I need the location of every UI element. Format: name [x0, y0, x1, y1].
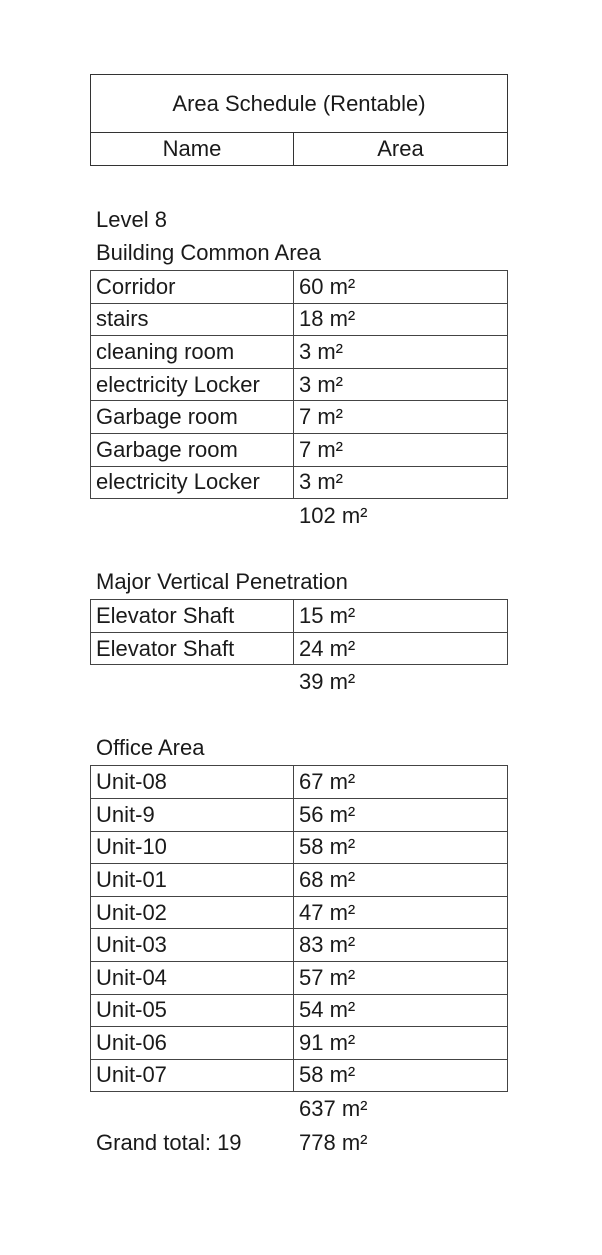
cell-area: 18 m²	[294, 303, 508, 336]
group-subtotal: 39 m²	[299, 669, 356, 695]
table-row	[91, 961, 508, 994]
table-row	[91, 1027, 508, 1060]
table-row	[91, 433, 508, 466]
schedule-title: Area Schedule (Rentable)	[90, 74, 508, 133]
cell-area: 47 m²	[294, 896, 508, 929]
table-row	[91, 401, 508, 434]
table-row	[91, 929, 508, 962]
table-row	[91, 336, 508, 369]
table-row	[91, 831, 508, 864]
column-header-area: Area	[377, 136, 424, 161]
cell-area: 3 m²	[294, 466, 508, 499]
cell-name: Unit-03	[91, 929, 294, 962]
table-row	[91, 600, 508, 633]
cell-name: electricity Locker	[91, 368, 294, 401]
schedule-group	[90, 236, 508, 533]
cell-area: 24 m²	[294, 632, 508, 665]
column-header-row	[90, 133, 508, 166]
table-row	[91, 303, 508, 336]
cell-name: Unit-02	[91, 896, 294, 929]
cell-name: Unit-01	[91, 864, 294, 897]
cell-name: Unit-9	[91, 798, 294, 831]
cell-area: 7 m²	[294, 401, 508, 434]
cell-area: 60 m²	[294, 271, 508, 304]
group-spacer	[90, 699, 508, 731]
group-spacer	[90, 533, 508, 565]
cell-area: 83 m²	[294, 929, 508, 962]
level-heading: Level 8	[96, 207, 167, 232]
table-row	[91, 994, 508, 1027]
cell-area: 58 m²	[294, 831, 508, 864]
grand-total-value: 778 m²	[299, 1130, 368, 1156]
table-row	[91, 864, 508, 897]
cell-name: cleaning room	[91, 336, 294, 369]
cell-name: Elevator Shaft	[91, 632, 294, 665]
cell-area: 91 m²	[294, 1027, 508, 1060]
group-title: Building Common Area	[96, 240, 322, 265]
cell-area: 57 m²	[294, 961, 508, 994]
cell-name: Unit-08	[91, 766, 294, 799]
cell-area: 58 m²	[294, 1059, 508, 1092]
group-table	[90, 765, 508, 1092]
table-row	[91, 368, 508, 401]
cell-name: Unit-06	[91, 1027, 294, 1060]
cell-area: 56 m²	[294, 798, 508, 831]
cell-area: 68 m²	[294, 864, 508, 897]
cell-area: 7 m²	[294, 433, 508, 466]
cell-name: Unit-07	[91, 1059, 294, 1092]
group-table	[90, 270, 508, 499]
cell-area: 3 m²	[294, 368, 508, 401]
schedule-group	[90, 731, 508, 1126]
group-title: Office Area	[96, 735, 205, 761]
cell-name: Elevator Shaft	[91, 600, 294, 633]
table-row	[91, 798, 508, 831]
cell-area: 3 m²	[294, 336, 508, 369]
table-row	[91, 766, 508, 799]
cell-name: Corridor	[91, 271, 294, 304]
schedule-groups	[90, 236, 508, 1126]
cell-area: 54 m²	[294, 994, 508, 1027]
grand-total-label: Grand total: 19	[96, 1130, 242, 1156]
group-title: Major Vertical Penetration	[96, 569, 348, 595]
table-row	[91, 896, 508, 929]
cell-area: 15 m²	[294, 600, 508, 633]
schedule-group	[90, 565, 508, 699]
cell-name: Garbage room	[91, 401, 294, 434]
cell-name: electricity Locker	[91, 466, 294, 499]
table-row	[91, 632, 508, 665]
group-subtotal: 102 m²	[299, 503, 368, 529]
group-subtotal: 637 m²	[299, 1096, 368, 1122]
cell-name: stairs	[91, 303, 294, 336]
cell-name: Unit-10	[91, 831, 294, 864]
table-row	[91, 1059, 508, 1092]
cell-name: Unit-05	[91, 994, 294, 1027]
cell-area: 67 m²	[294, 766, 508, 799]
table-row	[91, 466, 508, 499]
table-row	[91, 271, 508, 304]
column-header-name: Name	[91, 133, 294, 165]
group-table	[90, 599, 508, 665]
area-schedule	[90, 74, 508, 1160]
cell-name: Unit-04	[91, 961, 294, 994]
grand-total-row	[90, 1126, 508, 1160]
cell-name: Garbage room	[91, 433, 294, 466]
